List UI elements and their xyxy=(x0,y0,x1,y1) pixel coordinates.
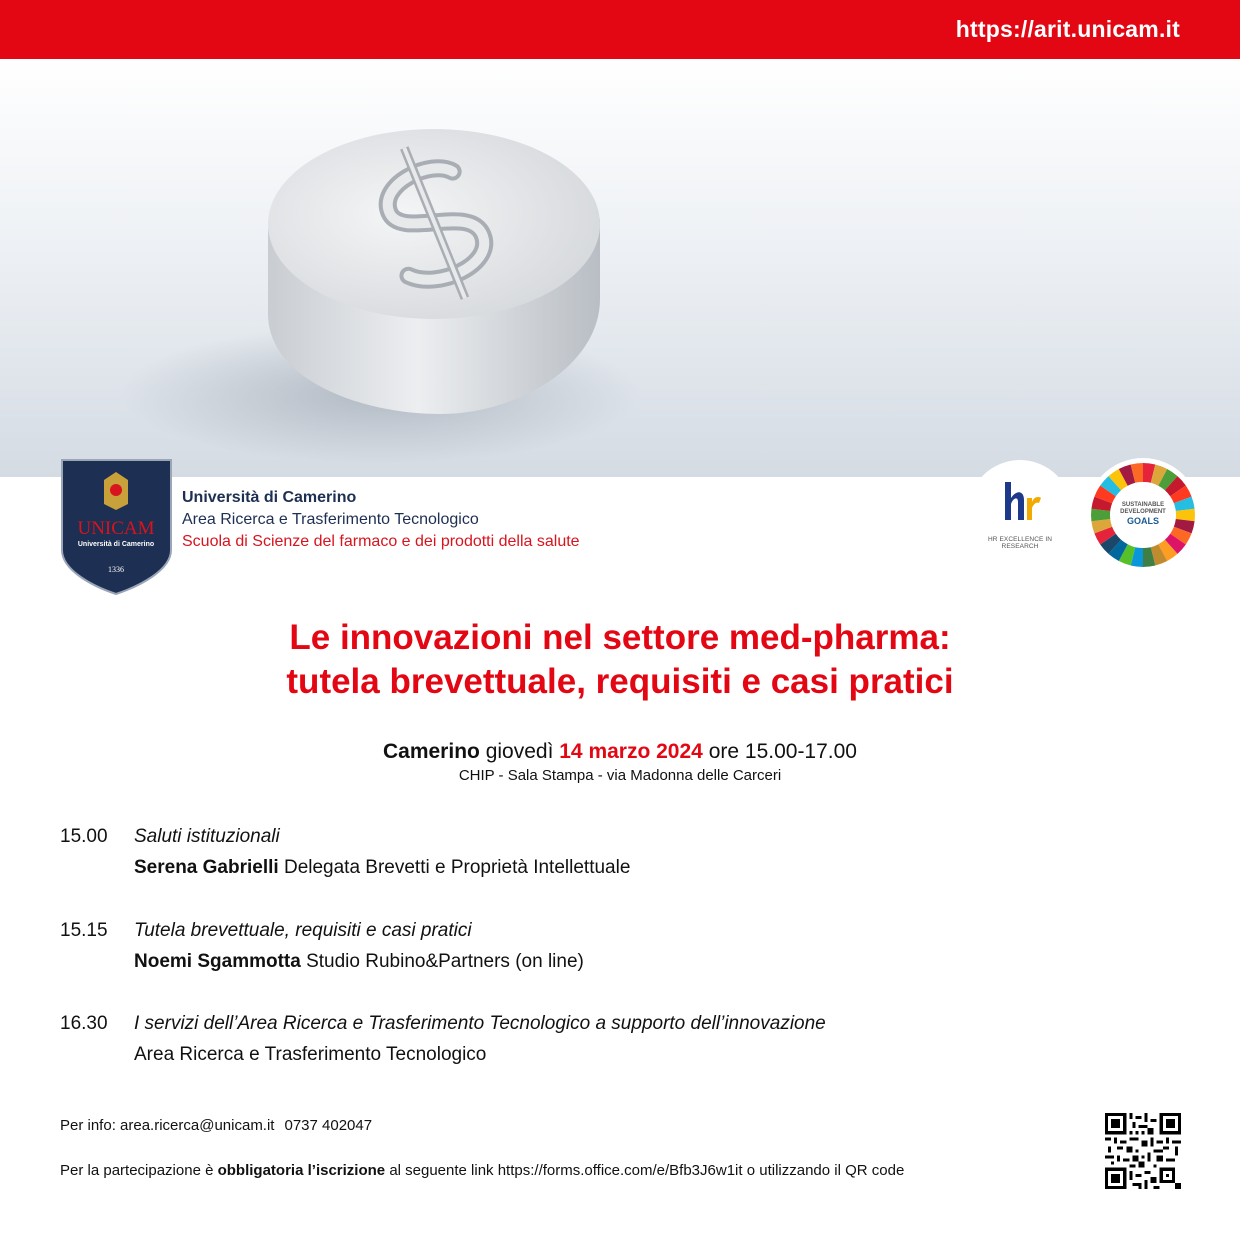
agenda-speaker-line xyxy=(134,1039,486,1070)
sdg-logo xyxy=(1086,458,1200,572)
agenda-speaker: Serena Gabrielli xyxy=(134,857,279,878)
event-title xyxy=(0,616,1240,704)
hr-caption: HR EXCELLENCE IN RESEARCH xyxy=(987,536,1053,550)
sdg-caption-line1: SUSTAINABLE DEVELOPMENT xyxy=(1120,502,1166,515)
agenda-time: 15.15 xyxy=(60,920,108,941)
event-datetime xyxy=(0,738,1240,766)
crest-name: UNICAM xyxy=(77,518,155,539)
event-venue: CHIP - Sala Stampa - via Madonna delle Carceri xyxy=(458,767,782,784)
agenda-speaker: Noemi Sgammotta xyxy=(134,951,301,972)
contact-email[interactable]: Per info: area.ricerca@unicam.it xyxy=(60,1117,275,1134)
agenda-time: 15.00 xyxy=(60,826,108,847)
crest-year: 1336 xyxy=(108,565,124,574)
website-link[interactable]: https://arit.unicam.it xyxy=(955,16,1180,42)
hero-image xyxy=(0,59,1240,477)
sdg-caption-line2: GOALS xyxy=(1126,516,1159,526)
registration-prefix: Per la partecipazione è xyxy=(60,1162,214,1179)
agenda-topic: Saluti istituzionali xyxy=(134,826,280,847)
registration-link[interactable]: al seguente link https://forms.office.com/e/Bfb3J6w1it o utilizzando il QR code xyxy=(389,1162,905,1179)
agenda-time: 16.30 xyxy=(60,1013,108,1034)
agenda-speaker-line xyxy=(134,946,584,977)
agenda-topic: Tutela brevettuale, requisiti e casi pratici xyxy=(134,920,472,941)
contact-phone[interactable]: 0737 402047 xyxy=(284,1117,373,1134)
sdg-caption xyxy=(1116,502,1170,526)
school-name: Scuola di Scienze del farmaco e dei prodotti della salute xyxy=(182,533,580,550)
registration-note xyxy=(60,1162,904,1179)
department-name: Area Ricerca e Trasferimento Tecnologico xyxy=(182,511,479,528)
event-weekday: giovedì xyxy=(485,740,554,763)
top-bar xyxy=(0,0,1240,59)
agenda-topic: I servizi dell’Area Ricerca e Trasferimento Tecnologico a supporto dell’innovazione xyxy=(134,1013,826,1034)
event-city: Camerino xyxy=(382,740,480,763)
hr-icon xyxy=(968,460,1072,536)
hr-excellence-logo xyxy=(968,460,1072,564)
university-name: Università di Camerino xyxy=(182,489,357,506)
qr-code[interactable] xyxy=(1105,1113,1181,1189)
agenda-speaker-line xyxy=(134,852,630,883)
agenda-role: Delegata Brevetti e Proprietà Intellettuale xyxy=(283,857,631,878)
contact-info xyxy=(60,1117,372,1134)
pill-illustration xyxy=(0,59,1240,477)
event-title-line2: tutela brevettuale, requisiti e casi pratici xyxy=(286,662,954,701)
registration-required: obbligatoria l’iscrizione xyxy=(217,1162,386,1179)
event-date: 14 marzo 2024 xyxy=(559,740,703,763)
crest-subtitle: Università di Camerino xyxy=(77,541,155,548)
agenda-role: Area Ricerca e Trasferimento Tecnologico xyxy=(134,1044,487,1065)
event-hours: ore 15.00-17.00 xyxy=(708,740,857,763)
institution-block xyxy=(182,487,580,553)
agenda-role: Studio Rubino&Partners (on line) xyxy=(306,951,584,972)
event-title-line1: Le innovazioni nel settore med-pharma: xyxy=(289,618,951,657)
unicam-crest-logo xyxy=(60,458,173,596)
